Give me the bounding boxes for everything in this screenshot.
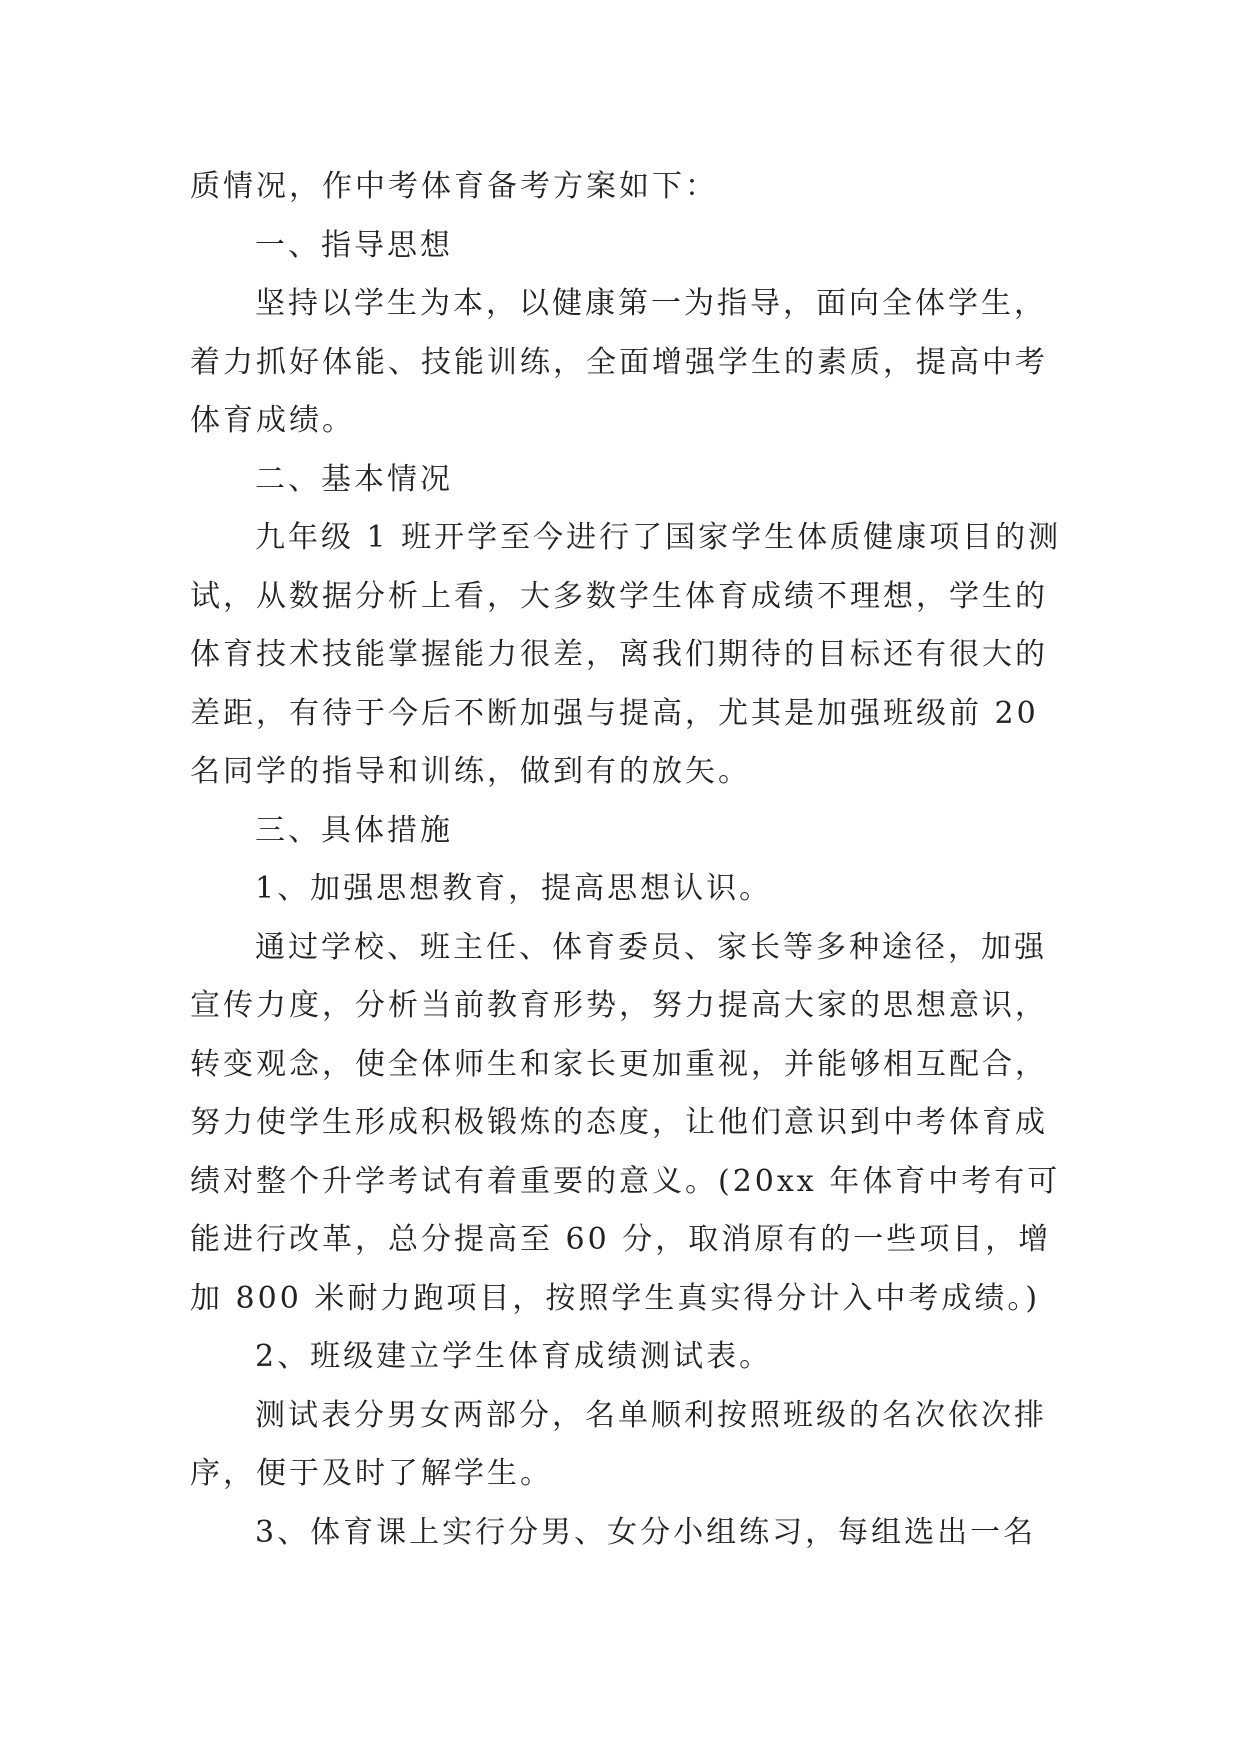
text-line: 能进行改革，总分提高至 60 分，取消原有的一些项目，增: [190, 1222, 1052, 1257]
subsection-heading-3: 3、体育课上实行分男、女分小组练习，每组选出一名: [255, 1514, 1037, 1550]
text-line: 质情况，作中考体育备考方案如下：: [190, 169, 718, 204]
document-body: [190, 158, 1065, 1562]
text-line: 坚持以学生为本，以健康第一为指导，面向全体学生，: [255, 286, 1047, 321]
text-line: 加 800 米耐力跑项目，按照学生真实得分计入中考成绩。): [190, 1280, 1041, 1316]
subsection-heading-2: 2、班级建立学生体育成绩测试表。: [255, 1339, 773, 1374]
text-line: 通过学校、班主任、体育委员、家长等多种途径，加强: [255, 929, 1047, 965]
text-line: 名同学的指导和训练，做到有的放矢。: [190, 754, 751, 789]
text-line: 绩对整个升学考试有着重要的意义。(20xx 年体育中考有可: [190, 1163, 1061, 1199]
text-line: 转变观念，使全体师生和家长更加重视，并能够相互配合，: [190, 1046, 1048, 1082]
text-line: 宣传力度，分析当前教育形势，努力提高大家的思想意识，: [190, 988, 1048, 1023]
section-heading-specific-measures: 三、具体措施: [255, 812, 453, 848]
text-line: 体育成绩。: [190, 403, 355, 438]
text-line: 序，便于及时了解学生。: [190, 1456, 553, 1491]
text-line: 着力抓好体能、技能训练，全面增强学生的素质，提高中考: [190, 344, 1048, 380]
subsection-heading-1: 1、加强思想教育，提高思想认识。: [255, 871, 773, 906]
text-line: 测试表分男女两部分，名单顺利按照班级的名次依次排: [255, 1397, 1047, 1433]
text-line: 试，从数据分析上看，大多数学生体育成绩不理想，学生的: [190, 578, 1048, 614]
text-line: 差距，有待于今后不断加强与提高，尤其是加强班级前 20: [190, 695, 1039, 731]
section-heading-guiding-thought: 一、指导思想: [255, 227, 453, 263]
section-heading-basic-situation: 二、基本情况: [255, 461, 453, 497]
text-line: 体育技术技能掌握能力很差，离我们期待的目标还有很大的: [190, 637, 1048, 672]
text-line: 努力使学生形成积极锻炼的态度，让他们意识到中考体育成: [190, 1105, 1048, 1140]
text-line: 九年级 1 班开学至今进行了国家学生体质健康项目的测: [255, 520, 1062, 555]
